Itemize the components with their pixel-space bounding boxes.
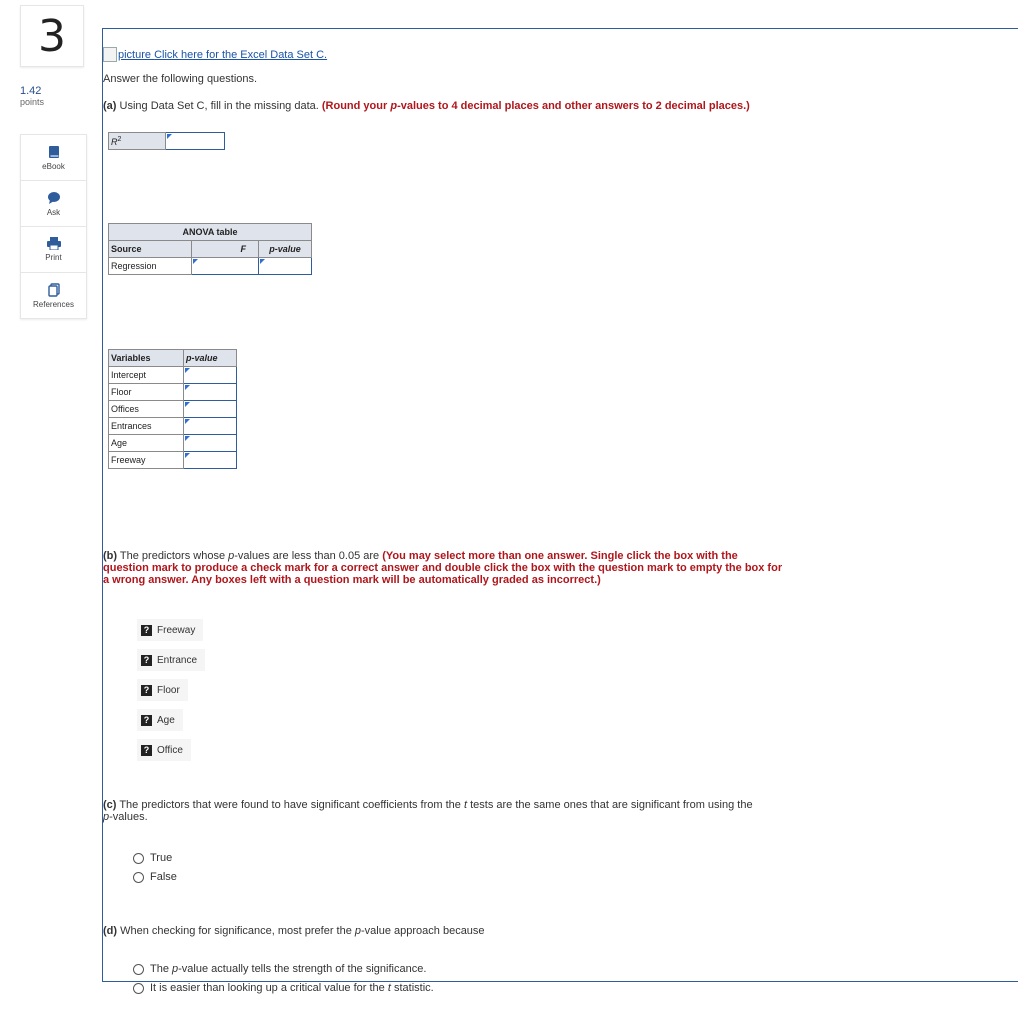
part-a-label: (a) bbox=[103, 100, 117, 112]
anova-header-source: Source bbox=[109, 241, 192, 258]
variable-pvalue-input[interactable] bbox=[184, 367, 237, 384]
radio-circle-icon bbox=[133, 853, 144, 864]
part-c-text: The predictors that were found to have significant coefficients from the t tests are the same ones that are significant from using the p-values. bbox=[103, 799, 753, 823]
data-set-link-text: Click here for the Excel Data Set C. bbox=[154, 48, 328, 61]
anova-title: ANOVA table bbox=[109, 224, 312, 241]
checkbox-office[interactable] bbox=[137, 739, 191, 761]
r2-input[interactable] bbox=[166, 133, 225, 150]
part-b-text: The predictors whose p-values are less than 0.05 are bbox=[119, 550, 383, 562]
variable-name: Offices bbox=[109, 401, 184, 418]
part-d-label: (d) bbox=[103, 925, 118, 937]
variable-pvalue-input[interactable] bbox=[184, 435, 237, 452]
checkbox-label: Freeway bbox=[157, 624, 196, 636]
checkbox-freeway[interactable] bbox=[137, 619, 203, 641]
part-d-prompt bbox=[103, 925, 485, 937]
radio-circle-icon bbox=[133, 964, 144, 975]
part-b-instruction: (You may select more than one answer. Single click the box with the question mark to produce a check mark for a correct answer and double click the box with the question mark to empty the box for a wrong answer. Any boxes left with a question mark will be automatically graded as incorrect.) bbox=[103, 550, 783, 586]
part-a-prompt bbox=[103, 100, 750, 112]
anova-table bbox=[108, 223, 312, 275]
data-set-link-row bbox=[103, 47, 327, 62]
ask-button[interactable] bbox=[21, 181, 86, 227]
checkbox-age[interactable] bbox=[137, 709, 183, 731]
chat-bubble-icon bbox=[47, 191, 61, 205]
anova-f-input[interactable] bbox=[192, 258, 259, 275]
radio-option-strength[interactable] bbox=[133, 963, 426, 975]
ebook-label: eBook bbox=[42, 161, 65, 171]
part-a-text: Using Data Set C, fill in the missing data. bbox=[119, 100, 319, 112]
points-value: 1.42 bbox=[20, 85, 42, 97]
variable-pvalue-input[interactable] bbox=[184, 384, 237, 401]
radio-label: True bbox=[150, 852, 173, 864]
points-label: points bbox=[20, 97, 45, 107]
radio-circle-icon bbox=[133, 872, 144, 883]
part-b-prompt bbox=[103, 550, 903, 586]
variable-name: Floor bbox=[109, 384, 184, 401]
radio-true[interactable] bbox=[133, 852, 172, 864]
part-a-instruction: (Round your p-values to 4 decimal places and other answers to 2 decimal places.) bbox=[321, 100, 750, 112]
anova-header-pvalue: p-value bbox=[259, 241, 312, 258]
copy-pages-icon bbox=[48, 283, 60, 297]
checkbox-label: Office bbox=[157, 744, 183, 756]
book-icon bbox=[48, 145, 60, 159]
references-label: References bbox=[33, 299, 74, 309]
variable-name: Freeway bbox=[109, 452, 184, 469]
radio-false[interactable] bbox=[133, 871, 177, 883]
checkbox-label: Entrance bbox=[157, 654, 198, 666]
question-mark-icon: ? bbox=[141, 745, 152, 756]
radio-option-easier[interactable] bbox=[133, 982, 434, 994]
print-button[interactable] bbox=[21, 227, 86, 273]
anova-pvalue-input[interactable] bbox=[259, 258, 312, 275]
checkbox-label: Age bbox=[157, 714, 175, 726]
radio-label: The p-value actually tells the strength of the significance. bbox=[150, 963, 427, 975]
part-c-prompt bbox=[103, 799, 863, 823]
part-c-label: (c) bbox=[103, 799, 117, 811]
anova-header-f: F bbox=[192, 241, 259, 258]
part-d-text: When checking for significance, most prefer the p-value approach because bbox=[120, 925, 485, 937]
radio-label: It is easier than looking up a critical value for the t statistic. bbox=[150, 982, 434, 994]
radio-circle-icon bbox=[133, 983, 144, 994]
references-button[interactable] bbox=[21, 273, 86, 318]
question-number: 3 bbox=[20, 5, 84, 67]
variable-name: Intercept bbox=[109, 367, 184, 384]
checkbox-label: Floor bbox=[157, 684, 180, 696]
variable-name: Age bbox=[109, 435, 184, 452]
data-set-link[interactable] bbox=[118, 49, 327, 61]
variable-pvalue-input[interactable] bbox=[184, 418, 237, 435]
variable-pvalue-input[interactable] bbox=[184, 401, 237, 418]
broken-image-icon bbox=[103, 47, 117, 62]
variables-header: Variables bbox=[109, 350, 184, 367]
variables-table bbox=[108, 349, 237, 469]
ebook-button[interactable] bbox=[21, 135, 86, 181]
printer-icon bbox=[47, 237, 61, 250]
variable-pvalue-input[interactable] bbox=[184, 452, 237, 469]
question-panel bbox=[102, 28, 1018, 994]
question-mark-icon: ? bbox=[141, 625, 152, 636]
anova-row-regression: Regression bbox=[109, 258, 192, 275]
part-b-label: (b) bbox=[103, 550, 118, 562]
print-label: Print bbox=[45, 253, 62, 262]
question-mark-icon: ? bbox=[141, 655, 152, 666]
variable-name: Entrances bbox=[109, 418, 184, 435]
variables-pvalue-header: p-value bbox=[184, 350, 237, 367]
ask-label: Ask bbox=[46, 207, 61, 217]
tools-panel bbox=[20, 134, 87, 319]
checkbox-floor[interactable] bbox=[137, 679, 188, 701]
r2-label: $R^2$ bbox=[109, 133, 166, 150]
radio-label: False bbox=[150, 871, 177, 883]
question-mark-icon: ? bbox=[141, 715, 152, 726]
intro-text: Answer the following questions. bbox=[103, 73, 258, 85]
question-mark-icon: ? bbox=[141, 685, 152, 696]
checkbox-entrance[interactable] bbox=[137, 649, 205, 671]
points-block bbox=[20, 86, 44, 108]
r2-table bbox=[108, 132, 225, 150]
image-alt-text: picture bbox=[118, 48, 152, 61]
